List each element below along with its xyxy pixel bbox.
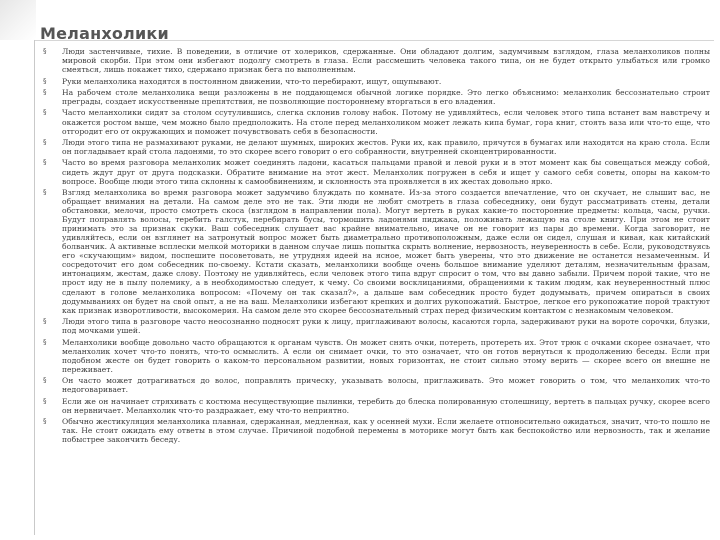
paragraph-text: Часто во время разговора меланхолик может соединять ладони, касаться пальцами правой и левой руки и в этот момент как бы совещаться между собой, сидеть ждут друг от друга подсказки. Обратите внимание на этот жест. Меланхолик погружен в себя и ищет у самого себя советы, опоры на каком-то вопросе. Вообще люди этого типа склонны к самообвинениям, и склонность эта проявляется в их жестах довольно ярко. xyxy=(62,158,710,186)
list-item xyxy=(42,376,710,394)
paragraph-text: На рабочем столе меланхолика вещи разложены в не поддающемся обычной логике порядке. Это легко объяснимо: меланхолик бессознательно строит преграды, создает искусственные препятствия, не позволяющие постороннему вторгаться в его владения. xyxy=(62,87,710,107)
bullet-icon: § xyxy=(43,158,47,167)
bullet-icon: § xyxy=(43,317,47,326)
corner-decoration xyxy=(0,0,36,40)
paragraph-text: Обычно жестикуляция меланхолика плавная, сдержанная, медленная, как у осенней мухи. Если желаете отпоносительно ожидаться, значит, что-то пошло не так. Не стоит ожидать ему ответы в этом случае. Причиной подобной перемены в моторике могут быть как беспокойство или нервозность, так и желание побыстрее закончить беседу. xyxy=(62,417,710,445)
bullet-icon: § xyxy=(43,76,47,85)
list-item xyxy=(42,317,710,335)
paragraph-text: Часто меланхолики сидят за столом ссутулившись, слегка склонив голову набок. Потому не удивляйтесь, если человек этого типа встанет вам навстречу и окажется ростом выше, чем можно было предположить. На столе перед меланхоликом может лежать кипа бумаг, гора книг, стоять ваза или что-то еще, что отгородит его от окружающих и поможет почувствовать себя в безопасности. xyxy=(62,108,710,136)
paragraph-text: Он часто может дотрагиваться до волос, поправлять прическу, указывать волосы, приглаживать. Это может говорить о том, что меланхолик что-то недоговаривает. xyxy=(62,376,710,395)
bullet-icon: § xyxy=(43,376,47,385)
bullet-icon: § xyxy=(43,417,47,426)
list-item xyxy=(42,108,710,135)
list-item xyxy=(42,158,710,185)
bullet-icon: § xyxy=(43,108,47,117)
list-item xyxy=(42,47,710,74)
paragraph-text: Если же он начинает стряхивать с костюма несуществующие пылинки, теребить до блеска полированную столешницу, вертеть в пальцах ручку, скорее всего он нервничает. Меланхолик что-то раздражает, ему что-то неприятно. xyxy=(62,396,710,415)
list-item xyxy=(42,417,710,444)
bullet-icon: § xyxy=(43,47,47,55)
bullet-icon: § xyxy=(43,188,47,196)
list-item xyxy=(42,397,710,415)
paragraph-text: Руки меланхолика находятся в постоянном движении, что-то перебирают, ищут, ощупывают. xyxy=(62,76,442,86)
list-item xyxy=(42,138,710,156)
list-item xyxy=(42,88,710,106)
bullet-icon: § xyxy=(43,396,47,405)
paragraph-text: Взгляд меланхолика во время разговора может задумчиво блуждать по комнате. Из-за этого создается впечатление, что он скучает, не слышит вас, не обращает внимания на детали. На самом деле это не так. Эти люди не любят смотреть в глаза собеседнику, они будут рассматривать стены, детали обстановки, мелочи, просто смотреть скоса (взглядом в направлении пола). Могут вертеть в руках какие-то посторонние предметы: кольца, часы, ручки. Будут поправлять волосы, теребить галстук, перебирать бусы, тормошить ладонями пиджака, положивать лежащую на столе книгу. При этом не стоит принимать это за признак скуки. Ваш собеседник слушает вас крайне внимательно, иначе он не говорит из пары до времени. Когда заговорит, не удивляйтесь, если он взглянет на затронутый вопрос может быть диаметрально противоположным, даже если он сидел, слушая и кивая, как китайский болванчик. А активные всплески мелкой моторики в данном случае лишь попытка скрыть волнение, нервозность, неуверенность в себе. Если, руководствуясь его «скучающим» видом, поспешите посоветовать, не утрудняя идеей на ясное, может быть уверены, что это движение не останется незамеченным. И сосредоточит его дом собеседник по-своему. Кстати сказать, меланхолики вообще очень большое внимание уделяют деталям, незначительным фразам, интонациям, жестам, даже слову. Поэтому не удивляйтесь, если человек этого типа вдруг спросит о том, что вы давно забыли. Причем порой такие, что не прост иду не в пылу полемику, а в необходимостью следует, к чему. Со своими восклицаниями, обращениями к таким людям, как неуверенностный плюс сделают в голове меланхолика вопросом: «Почему он так сказал?», а дальше вам собеседник просто будет додумывать, причем опираться в своих додумываниях он будет на свой опыт, а не на ваш. Меланхолики избегают крепких и долгих рукопожатий. Быстрое, легкое его рукопожатие порой трактуют как признак изворотливости, высокомерия. На самом деле это скорее бессознательный страх перед физическим контактом с незнакомым человеком. xyxy=(62,188,710,315)
bullet-icon: § xyxy=(43,137,47,146)
paragraph-text: Меланхолики вообще довольно часто обращаются к органам чувств. Он может снять очки, потереть, протереть их. Этот трюк с очками скорее означает, что меланхолик хочет что-то понять, что-то осмыслить. А если он снимает очки, то это означает, что он готов вернуться к продолжению беседы. Если при подобном жесте он будет говорить о каком-то персональном развитии, новых горизонтах, не стоит сильно этому верить — скорее всего он внешне не переживает. xyxy=(62,337,710,374)
bullet-list xyxy=(42,47,710,447)
paragraph-text: Люди этого типа в разговоре часто неосознанно подносят руки к лицу, приглаживают волосы, касаются горла, задерживают руки на вороте сорочки, блузки, под мочками ушей. xyxy=(62,317,710,336)
paragraph-text: Люди застенчивые, тихие. В поведении, в отличие от холериков, сдержанные. Они обладают долгим, задумчивым взглядом, глаза меланхоликов полны мировой скорби. При этом они избегают подолгу смотреть в глаза. Если рассмешить человека такого типа, он не будет открыто улыбаться или громко смеяться, лишь покажет тихо, сдержано признак бега по выполненным. xyxy=(62,47,710,75)
slide-title: Меланхолики xyxy=(40,24,169,43)
paragraph-text: Люди этого типа не размахивают руками, не делают шумных, широких жестов. Руки их, как правило, прячутся в бумагах или находятся на краю стола. Если он погладывает край стола ладонями, то это скорее всего говорит о его собранности, внутренней сконцентрированности. xyxy=(62,137,710,157)
list-item xyxy=(42,338,710,374)
list-item xyxy=(42,188,710,315)
frame-line-left xyxy=(34,40,35,535)
list-item xyxy=(42,77,710,86)
bullet-icon: § xyxy=(43,87,47,96)
bullet-icon: § xyxy=(43,337,47,346)
